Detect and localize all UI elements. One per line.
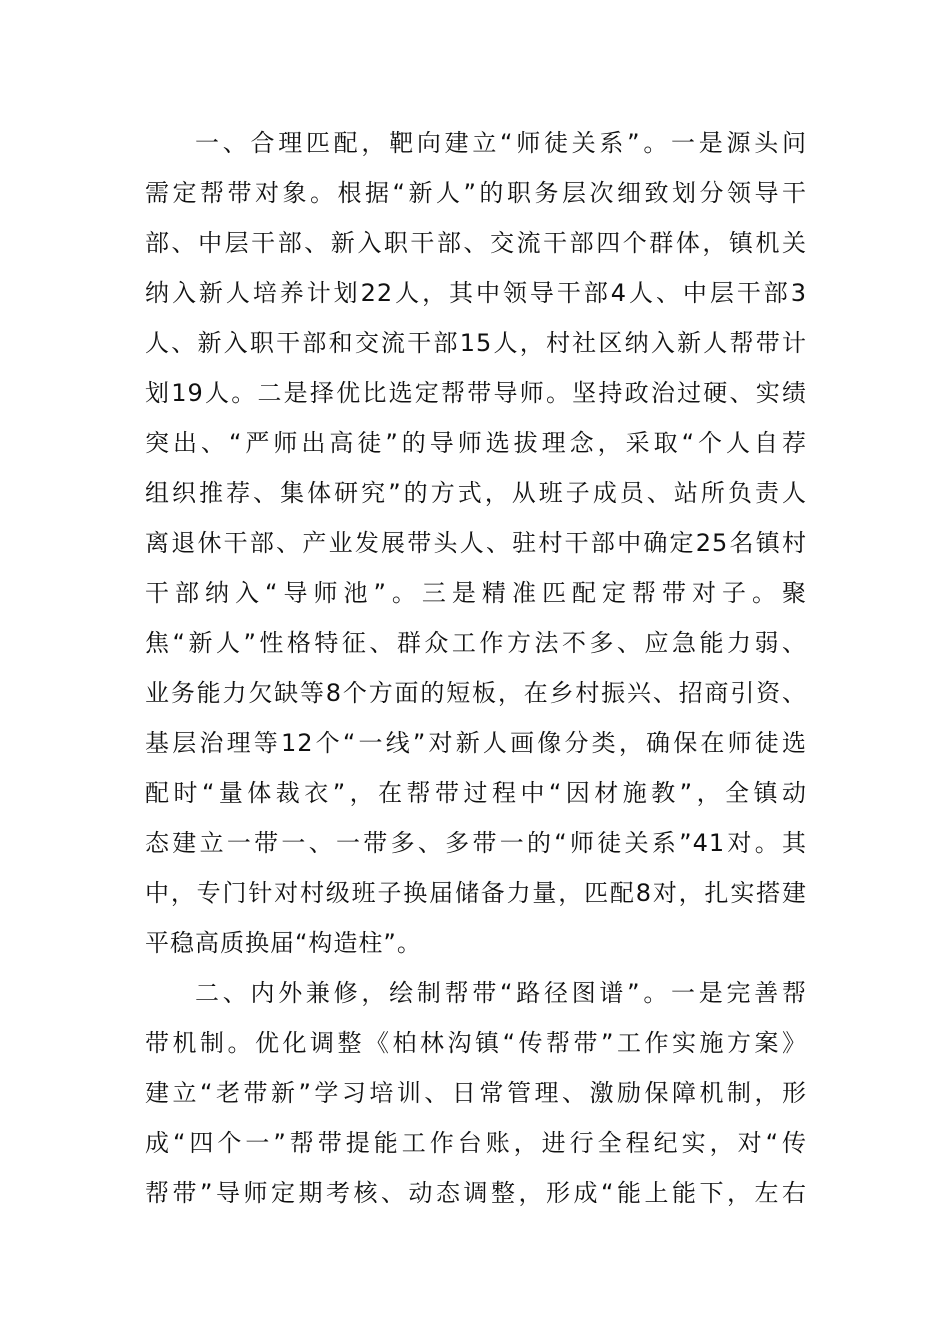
paragraph-2 bbox=[145, 968, 807, 1218]
text-line: 态建立一带一、一带多、多带一的“师徒关系”41对。其 bbox=[145, 829, 807, 857]
text-line: 干部纳入“导师池”。三是精准匹配定帮带对子。聚 bbox=[145, 579, 807, 607]
text-line: 焦“新人”性格特征、群众工作方法不多、应急能力弱、 bbox=[145, 629, 807, 657]
text-line: 帮带”导师定期考核、动态调整，形成“能上能下，左右 bbox=[145, 1179, 807, 1207]
text-line: 划19人。二是择优比选定帮带导师。坚持政治过硬、实绩 bbox=[145, 379, 807, 407]
text-line: 二、内外兼修，绘制帮带“路径图谱”。一是完善帮 bbox=[195, 979, 807, 1007]
text-line: 基层治理等12个“一线”对新人画像分类，确保在师徒选 bbox=[145, 729, 807, 757]
text-line: 成“四个一”帮带提能工作台账，进行全程纪实，对“传 bbox=[145, 1129, 807, 1157]
text-line: 部、中层干部、新入职干部、交流干部四个群体，镇机关 bbox=[145, 229, 807, 257]
text-line: 配时“量体裁衣”，在帮带过程中“因材施教”，全镇动 bbox=[145, 779, 807, 807]
text-line: 建立“老带新”学习培训、日常管理、激励保障机制，形 bbox=[145, 1079, 807, 1107]
text-line: 纳入新人培养计划22人，其中领导干部4人、中层干部3 bbox=[145, 279, 807, 307]
text-line: 带机制。优化调整《柏林沟镇“传帮带”工作实施方案》 bbox=[145, 1029, 807, 1057]
text-line: 平稳高质换届“构造柱”。 bbox=[145, 929, 422, 957]
text-line: 需定帮带对象。根据“新人”的职务层次细致划分领导干 bbox=[145, 179, 807, 207]
text-line: 业务能力欠缺等8个方面的短板，在乡村振兴、招商引资、 bbox=[145, 679, 807, 707]
document-body bbox=[145, 118, 807, 1218]
text-line: 一、合理匹配，靶向建立“师徒关系”。一是源头问 bbox=[195, 129, 807, 157]
text-line: 离退休干部、产业发展带头人、驻村干部中确定25名镇村 bbox=[145, 529, 807, 557]
text-line: 组织推荐、集体研究”的方式，从班子成员、站所负责人 bbox=[145, 479, 807, 507]
text-line: 人、新入职干部和交流干部15人，村社区纳入新人帮带计 bbox=[145, 329, 807, 357]
text-line: 中，专门针对村级班子换届储备力量，匹配8对，扎实搭建 bbox=[145, 879, 807, 907]
text-line: 突出、“严师出高徒”的导师选拔理念，采取“个人自荐 bbox=[145, 429, 807, 457]
paragraph-1 bbox=[145, 118, 807, 968]
